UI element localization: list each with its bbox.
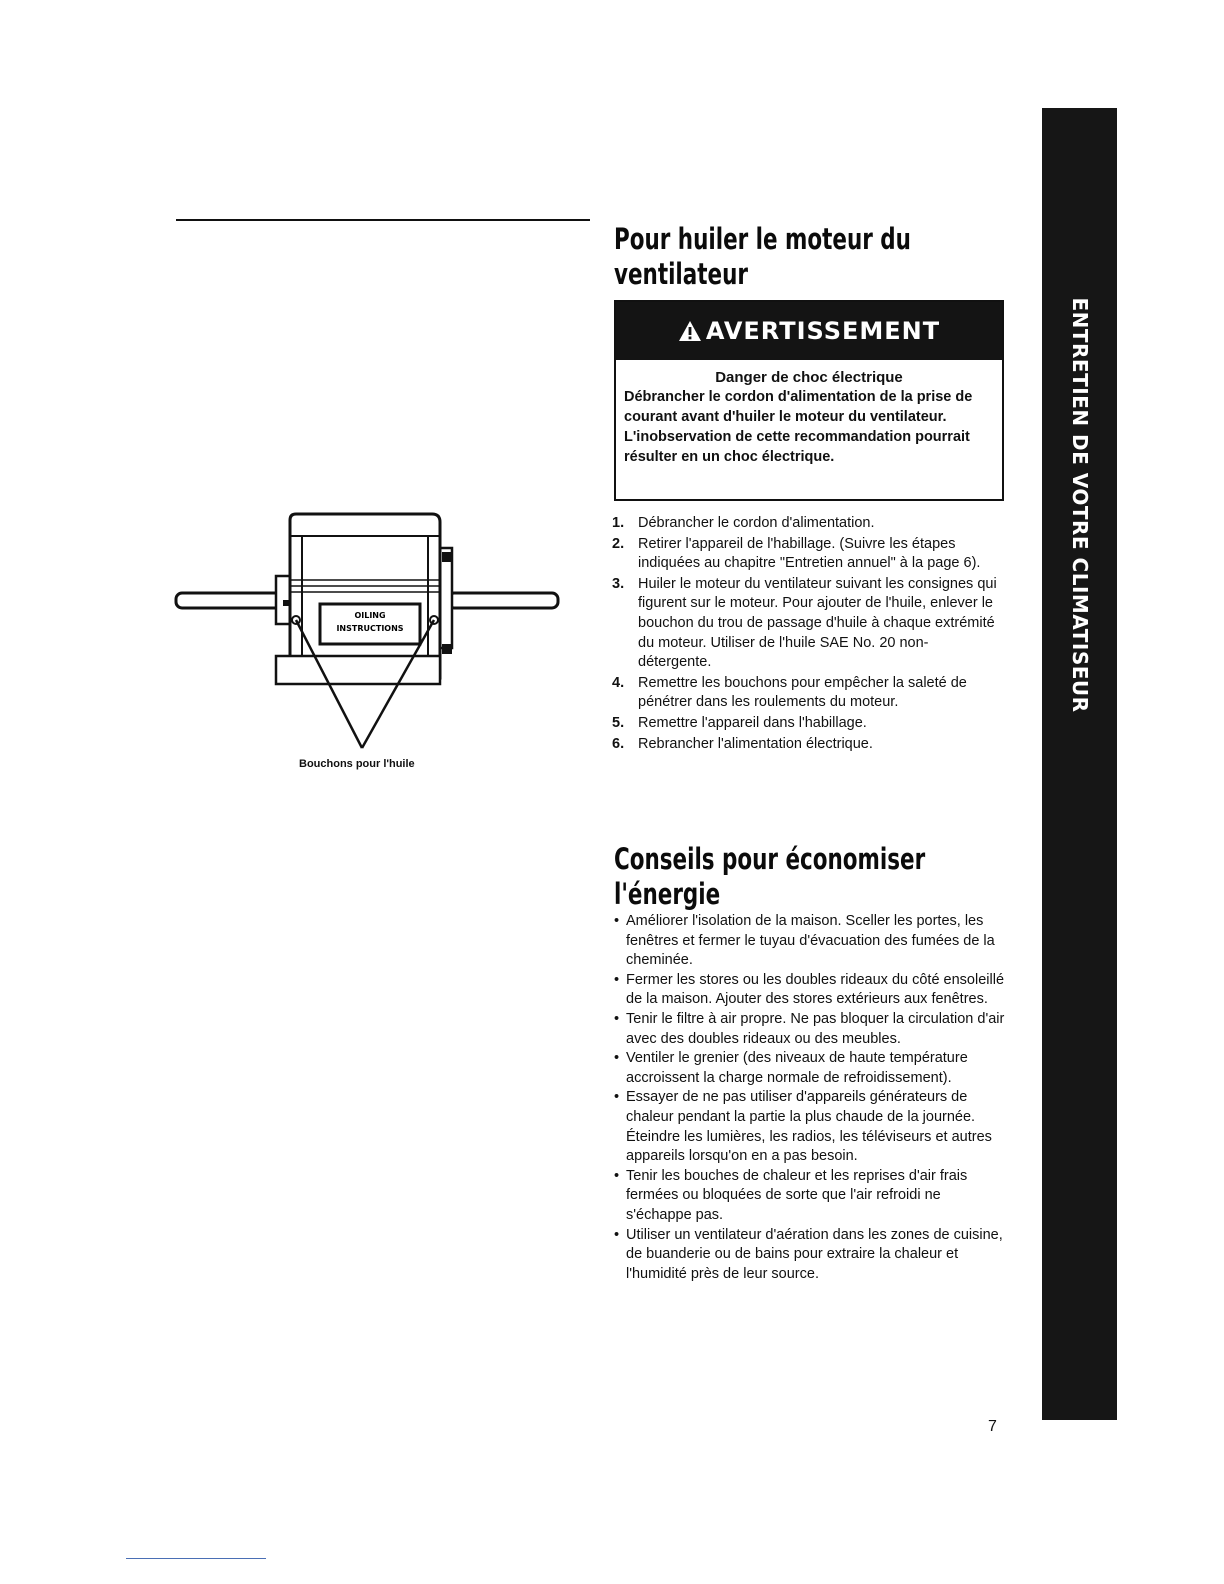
warning-box: [614, 300, 1004, 501]
step-number: 2.: [612, 535, 625, 552]
top-rule: [176, 219, 590, 221]
section-side-tab: [1042, 108, 1117, 1420]
step-item: [610, 714, 1000, 734]
tip-item: • Tenir les bouches de chaleur et les reprises d'air frais fermées ou bloquées de sorte que l'air refroidi ne s'échappe pas.: [614, 1167, 1006, 1226]
oiling-label-line2: INSTRUCTIONS: [336, 624, 404, 633]
energy-tips: [614, 912, 1006, 1284]
energy-heading: Conseils pour économiser l'énergie: [614, 842, 926, 911]
step-item: [610, 674, 1000, 713]
fan-motor-illustration: [172, 508, 572, 753]
page-number: 7: [988, 1418, 997, 1435]
step-number: 5.: [612, 714, 625, 731]
oiling-label-line1: OILING: [354, 611, 386, 620]
step-text: Retirer l'appareil de l'habillage. (Suivre les étapes indiquées au chapitre "Entretien annuel" à la page 6).: [638, 535, 981, 572]
tip-item: • Essayer de ne pas utiliser d'appareils générateurs de chaleur pendant la partie la plus chaude de la journée. Éteindre les lumières, les radios, les téléviseurs et autres appareils lorsqu'on en a pas besoin.: [614, 1088, 1006, 1166]
step-item: [610, 735, 1000, 755]
step-text: Huiler le moteur du ventilateur suivant les consignes qui figurent sur le moteur. Pour ajouter de l'huile, enlever le bouchon du trou de passage d'huile à chaque extrémité du moteur. Utiliser de l'huile SAE No. 20 non-détergente.: [638, 575, 997, 671]
step-number: 4.: [612, 674, 625, 691]
warning-header: [616, 302, 1002, 360]
warning-label: AVERTISSEMENT: [705, 317, 941, 345]
warning-triangle-icon: [678, 320, 702, 342]
step-number: 6.: [612, 735, 625, 752]
oiling-steps: [610, 514, 1000, 755]
bottom-rule: [126, 1558, 266, 1559]
tip-item: • Ventiler le grenier (des niveaux de haute température accroissent la charge normale de refroidissement).: [614, 1049, 1006, 1088]
warning-text: Débrancher le cordon d'alimentation de la prise de courant avant d'huiler le moteur du ventilateur. L'inobservation de cette recommandation pourrait résulter en un choc électrique.: [624, 389, 973, 465]
step-text: Remettre l'appareil dans l'habillage.: [638, 714, 867, 731]
step-item: [610, 575, 1000, 673]
warning-title: Danger de choc électrique: [715, 369, 903, 386]
step-item: [610, 535, 1000, 574]
tip-item: • Améliorer l'isolation de la maison. Sceller les portes, les fenêtres et fermer le tuyau d'évacuation des fumées de la cheminée.: [614, 912, 1006, 971]
tip-item: • Tenir le filtre à air propre. Ne pas bloquer la circulation d'air avec des doubles rideaux ou des meubles.: [614, 1010, 1006, 1049]
step-item: [610, 514, 1000, 534]
side-tab-label: ENTRETIEN DE VOTRE CLIMATISEUR: [1067, 297, 1092, 713]
tip-item: • Fermer les stores ou les doubles rideaux du côté ensoleillé de la maison. Ajouter des stores extérieurs aux fenêtres.: [614, 971, 1006, 1010]
oiling-heading: Pour huiler le moteur du ventilateur: [614, 222, 911, 291]
step-number: 3.: [612, 575, 625, 592]
figure-caption: Bouchons pour l'huile: [299, 758, 415, 770]
step-text: Rebrancher l'alimentation électrique.: [638, 735, 873, 752]
tip-item: • Utiliser un ventilateur d'aération dans les zones de cuisine, de buanderie ou de bains pour extraire la chaleur et l'humidité près de leur source.: [614, 1226, 1006, 1285]
step-text: Remettre les bouchons pour empêcher la saleté de pénétrer dans les roulements du moteur.: [638, 674, 967, 711]
step-text: Débrancher le cordon d'alimentation.: [638, 515, 875, 531]
step-number: 1.: [612, 515, 625, 531]
